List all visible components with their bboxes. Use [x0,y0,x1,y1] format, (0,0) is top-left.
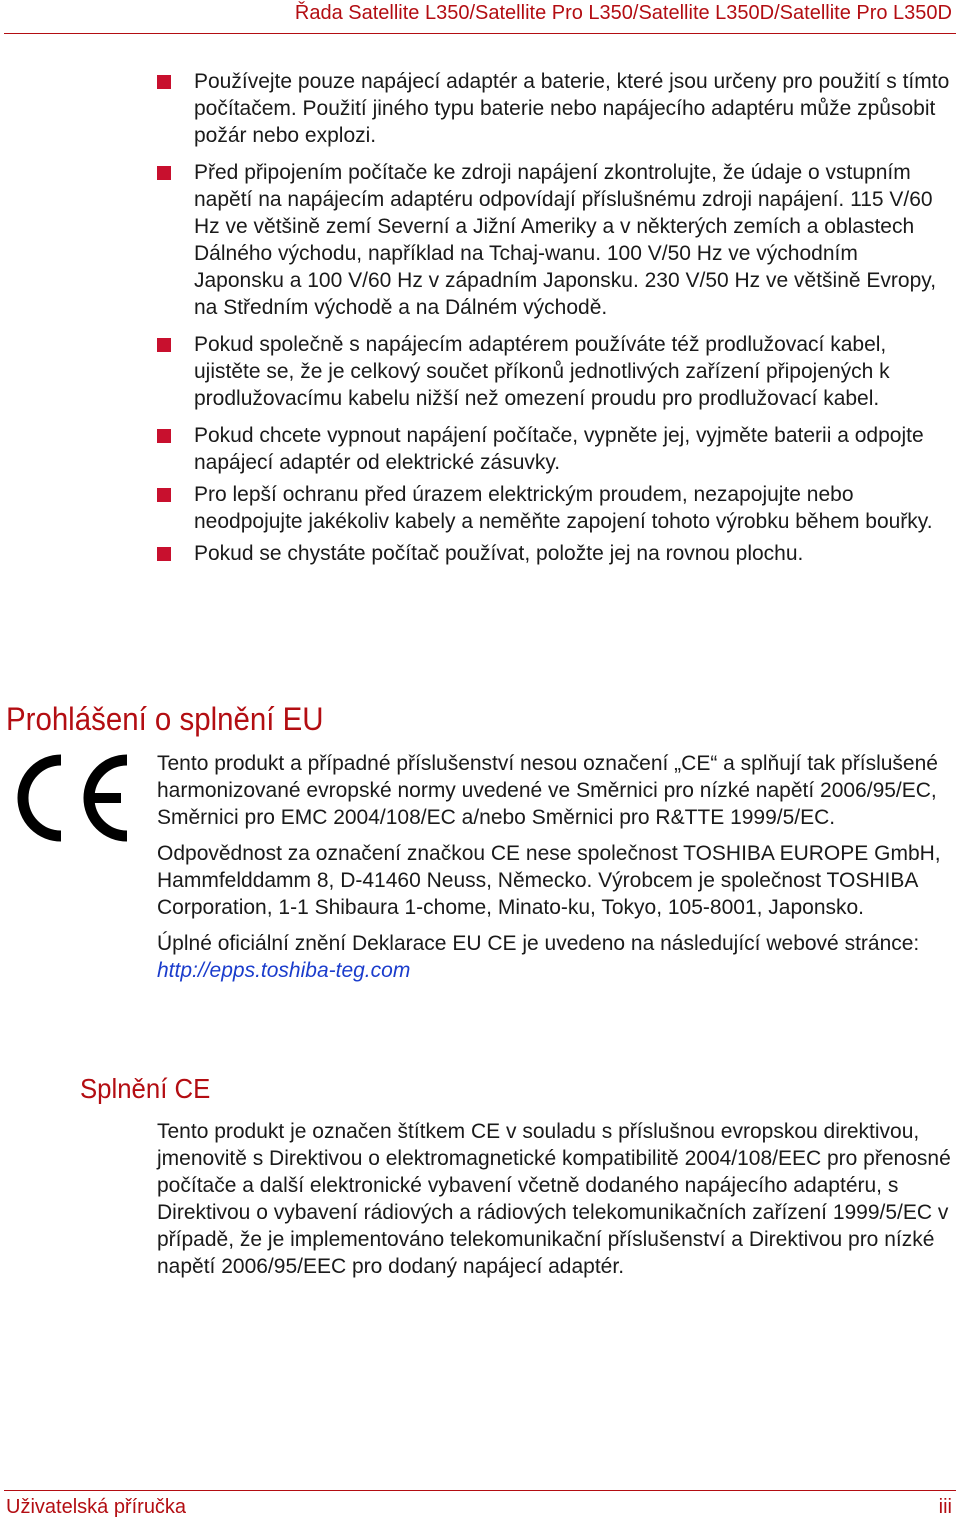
list-item [157,159,952,321]
square-bullet-icon [157,547,171,561]
eu-paragraph-1: Tento produkt a případné příslušenství nesou označení „CE“ a splňují tak příslušené harmonizované evropské normy uvedené ve Směrnici pro nízké napětí 2006/95/EC, Směrnici pro EMC 2004/108/EC a/nebo Směrnici pro R&TTE 1999/5/EC. [157,752,938,829]
list-item [157,331,952,412]
eu-paragraph-2: Odpovědnost za označení značkou CE nese společnost TOSHIBA EUROPE GmbH, Hammfelddamm 8, D-41460 Neuss, Německo. Výrobcem je společnost TOSHIBA Corporation, 1-1 Shibaura 1-chome, Minato-ku, Tokyo, 105-8001, Japonsko. [157,842,941,919]
list-item [157,481,952,535]
header-divider [4,33,956,34]
list-item [157,68,952,149]
square-bullet-icon [157,488,171,502]
running-header: Řada Satellite L350/Satellite Pro L350/Satellite L350D/Satellite Pro L350D [294,2,952,24]
safety-bullet-list [157,68,952,577]
bullet-text: Používejte pouze napájecí adaptér a baterie, které jsou určeny pro použití s tímto počítačem. Použití jiného typu baterie nebo napájecího adaptéru může způsobit požár nebo explozi. [194,70,950,147]
ce-compliance-heading: Splnění CE [80,1073,211,1104]
page-number: iii [938,1496,952,1518]
footer-divider [4,1490,956,1491]
square-bullet-icon [157,75,171,89]
square-bullet-icon [157,338,171,352]
eu-paragraph-3-text: Úplné oficiální znění Deklarace EU CE je uvedeno na následující webové stránce: [157,932,920,955]
bullet-text: Pokud společně s napájecím adaptérem používáte též prodlužovací kabel, ujistěte se, že je celkový součet příkonů jednotlivých zařízení připojených k prodlužovacímu kabelu nižší než omezení proudu pro prodlužovací kabel. [194,333,890,410]
square-bullet-icon [157,429,171,443]
footer-title: Uživatelská příručka [6,1496,187,1518]
eu-declaration-body [157,750,955,993]
bullet-text: Pokud se chystáte počítač používat, položte jej na rovnou plochu. [194,542,804,565]
toshiba-declaration-link[interactable]: http://epps.toshiba-teg.com [157,959,411,982]
ce-compliance-body [157,1118,955,1289]
ce-paragraph: Tento produkt je označen štítkem CE v souladu s příslušnou evropskou direktivou, jmenovitě s Direktivou o elektromagnetické kompatibilitě 2004/108/EEC pro přenosné počítače a další elektronické vybavení včetně dodaného napájecího adaptéru, s Direktivou o vybavení rádiových a rádiových telekomunikačních zařízení 1999/5/EC v případě, že je implementováno telekomunikační příslušenství a Direktivou pro nízké napětí 2006/95/EEC pro dodaný napájecí adaptér. [157,1120,951,1278]
list-item [157,422,952,476]
list-item [157,540,952,567]
square-bullet-icon [157,166,171,180]
eu-paragraph-3 [157,930,955,984]
bullet-text: Pokud chcete vypnout napájení počítače, vypněte jej, vyjměte baterii a odpojte napájecí adaptér od elektrické zásuvky. [194,424,924,474]
ce-mark-logo-icon [8,752,130,844]
bullet-text: Před připojením počítače ke zdroji napájení zkontrolujte, že údaje o vstupním napětí na napájecím adaptéru odpovídají příslušnému zdroji napájení. 115 V/60 Hz ve většině zemí Severní a Jižní Ameriky a v některých zemích a oblastech Dálného východu, například na Tchaj-wanu. 100 V/50 Hz ve východním Japonsku a 100 V/60 Hz v západním Japonsku. 230 V/50 Hz ve většině Evropy, na Středním východě a na Dálném východě. [194,161,937,319]
eu-declaration-heading: Prohlášení o splnění EU [6,701,324,737]
bullet-text: Pro lepší ochranu před úrazem elektrickým proudem, nezapojujte nebo neodpojujte jakékoliv kabely a neměňte zapojení tohoto výrobku během bouřky. [194,483,933,533]
